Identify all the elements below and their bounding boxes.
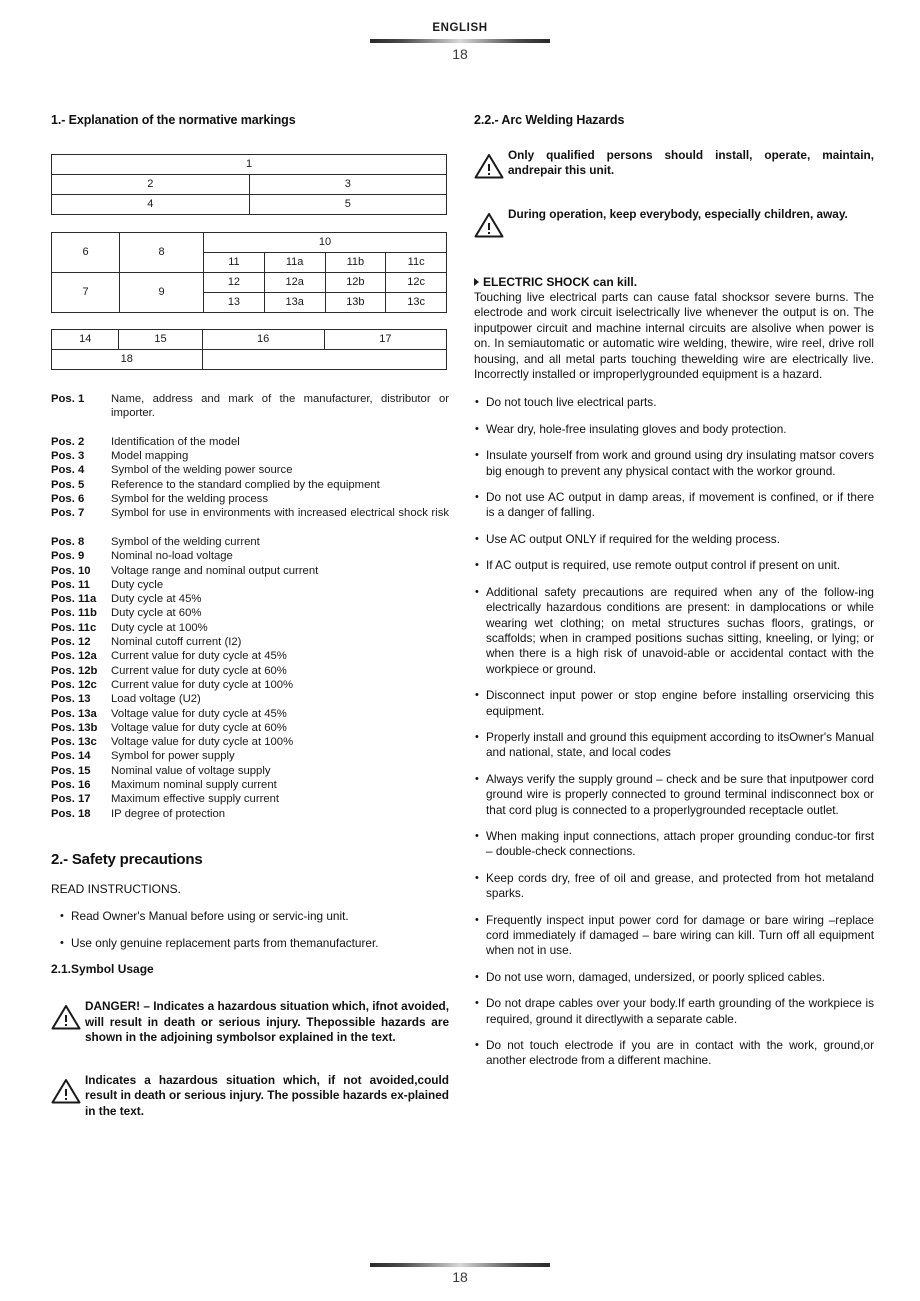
pos-key: Pos. 13c: [51, 736, 97, 749]
list-item: [51, 463, 449, 477]
section-2-2-title: 2.2.- Arc Welding Hazards: [474, 113, 625, 127]
table-row: [52, 350, 447, 370]
list-item: • When making input connections, attach proper grounding conduc-tor first – double-check connections.: [474, 829, 874, 860]
list-item: [51, 592, 449, 606]
pos-value: Voltage value for duty cycle at 100%: [111, 736, 294, 749]
header-divider-rule: [370, 39, 550, 43]
list-item: • Do not use worn, damaged, undersized, or poorly spliced cables.: [474, 970, 874, 985]
pos-value: Reference to the standard complied by the equipment: [111, 478, 380, 491]
list-item: [51, 749, 449, 763]
cell-11: 11: [204, 253, 265, 273]
pos-key: Pos. 1: [51, 393, 85, 405]
position-legend-list: [51, 392, 449, 821]
cell-18: 18: [52, 350, 203, 370]
cell-4: 4: [52, 195, 250, 215]
pos-key: Pos. 4: [51, 464, 85, 477]
spacer-between-arc-warnings: [474, 192, 874, 206]
pos-key: Pos. 3: [51, 450, 85, 463]
qualified-persons-warning-text: Only qualified persons should install, operate, maintain, andrepair this unit.: [508, 148, 874, 178]
list-item: [51, 792, 449, 806]
pos-value: Duty cycle at 60%: [111, 607, 202, 620]
list-item: [51, 478, 449, 492]
list-item: • Additional safety precautions are required when any of the follow-ing electrically hazardous conditions are present: in damplocations or while wearing wet clothing; on metal structures suchas floors, gratings, or scaffolds; when in cramped positions suchas sitting, kneeling, or lying; or when there is a high risk of unavoid-able or accidental contact with the workpiece or ground.: [474, 585, 874, 677]
spacer-between-tables-2-3: [51, 313, 449, 329]
section-1-title: 1.- Explanation of the normative markings: [51, 113, 296, 127]
cell-13a: 13a: [264, 293, 325, 313]
spacer-before-pos-list: [51, 370, 449, 392]
list-item: • Frequently inspect input power cord for damage or bare wiring –replace cord immediately if damaged – bare wiring can kill. Turn off all equipment when not in use.: [474, 913, 874, 959]
list-item: • Wear dry, hole-free insulating gloves and body protection.: [474, 422, 874, 437]
list-item: [51, 549, 449, 563]
cell-7: 7: [52, 273, 120, 313]
keep-away-warning-text: During operation, keep everybody, especially children, away.: [508, 207, 848, 221]
list-item: [51, 764, 449, 778]
list-item: • Do not drape cables over your body.If earth grounding of the workpiece is required, ground it directlywith a separate cable.: [474, 996, 874, 1027]
cell-5: 5: [249, 195, 447, 215]
cell-14: 14: [52, 330, 119, 350]
pos-key: Pos. 11a: [51, 593, 97, 606]
pos-value: Identification of the model: [111, 435, 240, 448]
pos-value: Current value for duty cycle at 100%: [111, 678, 294, 691]
pos-value: Duty cycle at 100%: [111, 621, 208, 634]
cell-13: 13: [204, 293, 265, 313]
electric-shock-heading-label: ELECTRIC SHOCK can kill.: [483, 275, 638, 289]
left-column: [51, 113, 449, 1132]
header-page-number: 18: [452, 46, 468, 62]
warning-triangle-icon: [51, 1072, 85, 1104]
pos-value: Voltage value for duty cycle at 45%: [111, 707, 287, 720]
spacer-before-arc-warnings: [474, 133, 874, 147]
list-item: [51, 506, 449, 535]
page-header: [0, 22, 920, 62]
section-2-title: 2.- Safety precautions: [51, 850, 203, 868]
table-row: [52, 233, 447, 253]
list-item: [51, 735, 449, 749]
read-instructions-text: READ INSTRUCTIONS.: [51, 881, 182, 896]
pos-value: Nominal cutoff current (I2): [111, 636, 242, 649]
danger-warning-text: DANGER! – Indicates a hazardous situation which, ifnot avoided, will result in death or serious injury. Thepossible hazards are shown in the adjoining symbolsor explained in the text.: [85, 999, 449, 1044]
pos-value: Maximum effective supply current: [111, 793, 280, 806]
pos-value: Maximum nominal supply current: [111, 779, 277, 792]
pos-value: Symbol of the welding current: [111, 535, 260, 548]
pos-value: Load voltage (U2): [111, 693, 201, 706]
pos-key: Pos. 7: [51, 507, 85, 520]
cell-15: 15: [119, 330, 202, 350]
cell-12a: 12a: [264, 273, 325, 293]
list-item: [51, 721, 449, 735]
normative-markings-table-2: [51, 232, 447, 313]
spacer-between-warnings: [51, 1058, 449, 1072]
pos-key: Pos. 5: [51, 478, 85, 491]
list-item: [51, 535, 449, 549]
spacer-before-warnings: [51, 984, 449, 998]
electric-shock-bullet-list: [474, 395, 874, 1068]
pos-key: Pos. 13b: [51, 721, 98, 734]
warning-triangle-icon: [51, 998, 85, 1030]
cell-3: 3: [249, 175, 447, 195]
normative-markings-table-1: [51, 154, 447, 215]
pos-key: Pos. 12b: [51, 664, 98, 677]
triangle-right-icon: [474, 278, 479, 286]
pos-value: Symbol of the welding power source: [111, 464, 293, 477]
spacer-before-section-2: [51, 821, 449, 851]
pos-value: Model mapping: [111, 450, 189, 463]
pos-value: Duty cycle: [111, 578, 164, 591]
list-item: [51, 606, 449, 620]
qualified-persons-warning-block: [474, 147, 874, 179]
list-item: • Keep cords dry, free of oil and grease, and protected from hot metaland sparks.: [474, 871, 874, 902]
list-item: [51, 664, 449, 678]
pos-key: Pos. 15: [51, 764, 91, 777]
cell-8: 8: [120, 233, 204, 273]
footer-divider-rule: [370, 1263, 550, 1267]
electric-shock-heading: [474, 275, 874, 289]
cell-17: 17: [324, 330, 446, 350]
list-item: [51, 578, 449, 592]
pos-value: Duty cycle at 45%: [111, 593, 202, 606]
list-item: [51, 649, 449, 663]
electric-shock-body-text: Touching live electrical parts can cause fatal shocksor severe burns. The electrode and work circuit iselectrically live whenever the output is on. The inputpower circuit and machine internal circuits are alsolive when power is on. In semiautomatic or automatic wire welding, thewire, wire reel, drive roll housing, and all metal parts touching thewelding wire are electrically live. Incorrectly installed or improperlygrounded equipment is a hazard.: [474, 290, 874, 382]
cell-12b: 12b: [325, 273, 386, 293]
list-item: [51, 392, 449, 435]
pos-key: Pos. 2: [51, 435, 85, 448]
normative-markings-table-3: [51, 329, 447, 370]
list-item: • Do not use AC output in damp areas, if movement is confined, or if there is a danger of falling.: [474, 490, 874, 521]
list-item: • Do not touch live electrical parts.: [474, 395, 874, 410]
pos-key: Pos. 8: [51, 535, 85, 548]
list-item: • Do not touch electrode if you are in contact with the work, ground,or another electrode from a different machine.: [474, 1038, 874, 1069]
spacer-before-table-1: [51, 133, 449, 154]
footer-page-number: 18: [452, 1269, 468, 1285]
cell-11a: 11a: [264, 253, 325, 273]
list-item: • Disconnect input power or stop engine before installing orservicing this equipment.: [474, 688, 874, 719]
list-item: [51, 807, 449, 821]
danger-warning-block: [51, 998, 449, 1045]
cell-13c: 13c: [386, 293, 447, 313]
cell-12: 12: [204, 273, 265, 293]
pos-value: Name, address and mark of the manufacturer, distributor or importer.: [111, 393, 449, 420]
cell-2: 2: [52, 175, 250, 195]
pos-value: Symbol for the welding process: [111, 493, 268, 506]
cell-10: 10: [204, 233, 447, 253]
page-footer: [0, 1258, 920, 1285]
list-item: [51, 678, 449, 692]
table-row: [52, 330, 447, 350]
pos-value: Symbol for power supply: [111, 750, 235, 763]
cell-16: 16: [202, 330, 324, 350]
pos-key: Pos. 12c: [51, 678, 97, 691]
cell-12c: 12c: [386, 273, 447, 293]
pos-key: Pos. 18: [51, 807, 91, 820]
table-row: [52, 175, 447, 195]
cell-11c: 11c: [386, 253, 447, 273]
table-row: [52, 155, 447, 175]
pos-value: Nominal no-load voltage: [111, 550, 233, 563]
warning-triangle-icon: [474, 147, 508, 179]
pos-value: Current value for duty cycle at 60%: [111, 664, 287, 677]
list-item: [51, 492, 449, 506]
list-item: [51, 707, 449, 721]
pos-key: Pos. 11: [51, 578, 90, 591]
pos-key: Pos. 13: [51, 693, 91, 706]
list-item: • Always verify the supply ground – check and be sure that inputpower cord ground wire is properly connected to ground terminal indisconnect box or that cord plug is connected to a properlygrounded receptacle outlet.: [474, 772, 874, 818]
cell-empty: [202, 350, 446, 370]
list-item: • Insulate yourself from work and ground using dry insulating matsor covers big enough to prevent any physical contact with the workor ground.: [474, 448, 874, 479]
list-item: [51, 449, 449, 463]
pos-key: Pos. 17: [51, 793, 91, 806]
caution-warning-block: [51, 1072, 449, 1119]
caution-warning-text: Indicates a hazardous situation which, if not avoided,could result in death or serious injury. The possible hazards ex-plained in the text.: [85, 1073, 449, 1118]
warning-triangle-icon: [474, 206, 508, 238]
spacer-between-tables-1-2: [51, 215, 449, 232]
list-item: [51, 564, 449, 578]
list-item: [51, 778, 449, 792]
pos-key: Pos. 13a: [51, 707, 97, 720]
pos-value: IP degree of protection: [111, 807, 226, 820]
table-row: [52, 195, 447, 215]
pos-key: Pos. 11c: [51, 621, 97, 634]
read-instructions-bullets: [51, 909, 449, 951]
spacer-before-electric-shock: [474, 251, 874, 273]
list-item: • Use AC output ONLY if required for the welding process.: [474, 532, 874, 547]
pos-key: Pos. 14: [51, 750, 91, 763]
pos-value: Nominal value of voltage supply: [111, 764, 271, 777]
list-item: • If AC output is required, use remote output control if present on unit.: [474, 558, 874, 573]
cell-9: 9: [120, 273, 204, 313]
table-row: [52, 273, 447, 293]
pos-key: Pos. 6: [51, 493, 85, 506]
pos-key: Pos. 12: [51, 636, 91, 649]
cell-13b: 13b: [325, 293, 386, 313]
pos-key: Pos. 11b: [51, 607, 97, 620]
pos-key: Pos. 9: [51, 550, 85, 563]
cell-1: 1: [52, 155, 447, 175]
pos-value: Symbol for use in environments with increased electrical shock risk: [111, 507, 449, 520]
pos-value: Voltage range and nominal output current: [111, 564, 319, 577]
cell-6: 6: [52, 233, 120, 273]
pos-key: Pos. 10: [51, 564, 91, 577]
list-item: [51, 621, 449, 635]
list-item: [51, 435, 449, 449]
list-item: • Properly install and ground this equipment according to itsOwner's Manual and national, state, and local codes: [474, 730, 874, 761]
pos-key: Pos. 12a: [51, 650, 97, 663]
pos-value: Voltage value for duty cycle at 60%: [111, 721, 287, 734]
cell-11b: 11b: [325, 253, 386, 273]
list-item: [51, 635, 449, 649]
header-language-label: ENGLISH: [432, 22, 488, 34]
pos-value: Current value for duty cycle at 45%: [111, 650, 287, 663]
pos-key: Pos. 16: [51, 779, 91, 792]
list-item: [51, 692, 449, 706]
list-item: • Use only genuine replacement parts from themanufacturer.: [51, 936, 449, 951]
section-2-1-title: 2.1.Symbol Usage: [51, 962, 154, 977]
right-column: [474, 113, 874, 1080]
keep-away-warning-block: [474, 206, 874, 238]
list-item: • Read Owner's Manual before using or servic-ing unit.: [51, 909, 449, 924]
